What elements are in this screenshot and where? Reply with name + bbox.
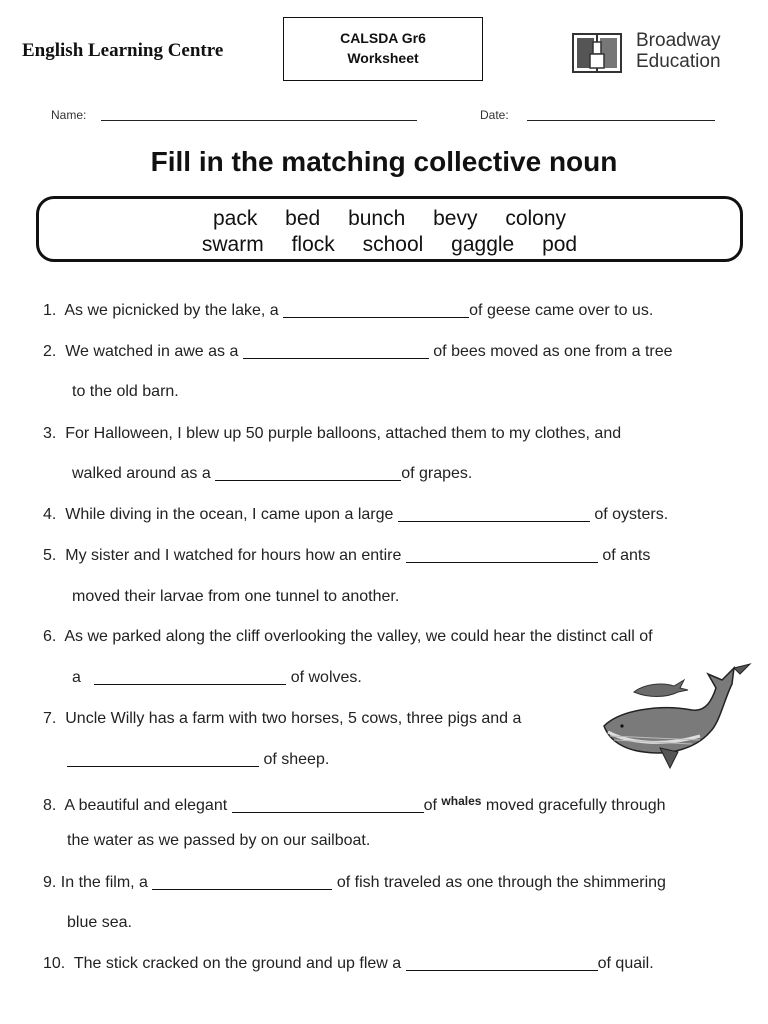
question-3-continued — [72, 464, 472, 484]
question-number: 3. — [43, 425, 57, 442]
question-8 — [43, 791, 666, 816]
answer-blank-6[interactable] — [94, 670, 286, 685]
answer-blank-8[interactable] — [232, 798, 424, 813]
question-text: of grapes. — [401, 465, 473, 482]
centre-name: English Learning Centre — [22, 40, 224, 61]
question-number: 7. — [43, 710, 57, 727]
question-text: Uncle Willy has a farm with two horses, 5 cows, three pigs and a — [65, 710, 522, 727]
answer-blank-5[interactable] — [406, 548, 598, 563]
question-text: of — [423, 797, 437, 814]
question-number: 5. — [43, 547, 57, 564]
question-number: 8. — [43, 797, 57, 814]
question-text: of fish traveled as one through the shimmering — [336, 874, 666, 891]
word-bank-row-1 — [39, 207, 740, 231]
book-icon — [571, 30, 623, 76]
question-number: 10. — [43, 955, 66, 972]
question-text: of oysters. — [594, 506, 669, 523]
date-field[interactable] — [527, 120, 715, 121]
answer-blank-9[interactable] — [152, 875, 332, 890]
question-text: In the film, a — [60, 874, 148, 891]
answer-blank-1[interactable] — [283, 303, 469, 318]
answer-blank-3[interactable] — [215, 466, 401, 481]
question-6-continued — [72, 668, 362, 688]
question-6 — [43, 627, 653, 647]
question-2-continued: to the old barn. — [72, 383, 179, 400]
question-3 — [43, 424, 621, 444]
question-number: 4. — [43, 506, 57, 523]
word-bank-item: pack — [212, 207, 258, 230]
question-number: 6. — [43, 628, 57, 645]
question-9 — [43, 873, 666, 893]
word-bank-item: bevy — [433, 207, 478, 230]
question-text: As we picnicked by the lake, a — [64, 302, 279, 319]
question-7-continued — [67, 750, 329, 770]
question-7 — [43, 709, 521, 729]
word-bank-item: swarm — [201, 233, 264, 256]
word-bank-item: bunch — [348, 207, 406, 230]
question-text: walked around as a — [72, 465, 211, 482]
question-9-continued: blue sea. — [67, 914, 132, 931]
question-10 — [43, 954, 654, 974]
word-bank-item: pod — [542, 233, 578, 256]
question-text: of bees moved as one from a tree — [433, 343, 673, 360]
question-text: We watched in awe as a — [65, 343, 239, 360]
question-text: For Halloween, I blew up 50 purple balloons, attached them to my clothes, and — [65, 425, 622, 442]
question-5-continued: moved their larvae from one tunnel to another. — [72, 588, 400, 605]
question-text: As we parked along the cliff overlooking the valley, we could hear the distinct call of — [64, 628, 653, 645]
question-1 — [43, 301, 653, 321]
word-bank-item: school — [362, 233, 424, 256]
question-text: of quail. — [597, 955, 654, 972]
word-bank-item: gaggle — [451, 233, 515, 256]
question-text: of wolves. — [290, 669, 362, 686]
worksheet-title-line1: CALSDA Gr6 — [340, 30, 426, 46]
answer-blank-2[interactable] — [243, 344, 429, 359]
question-text: A beautiful and elegant — [64, 797, 228, 814]
question-text: My sister and I watched for hours how an entire — [65, 547, 402, 564]
whale-illustration — [600, 660, 760, 772]
question-text: While diving in the ocean, I came upon a large — [65, 506, 394, 523]
page-title: Fill in the matching collective noun — [150, 146, 618, 177]
date-label: Date: — [480, 108, 509, 122]
brand-logo — [571, 28, 741, 76]
question-text: The stick cracked on the ground and up flew a — [73, 955, 402, 972]
name-field[interactable] — [101, 120, 417, 121]
question-4 — [43, 505, 668, 525]
name-label: Name: — [51, 108, 87, 122]
question-text: of sheep. — [263, 751, 330, 768]
answer-blank-10[interactable] — [406, 956, 598, 971]
question-number: 2. — [43, 343, 57, 360]
worksheet-title-line2: Worksheet — [347, 50, 419, 66]
handwritten-answer: whales — [441, 794, 482, 808]
question-text: moved gracefully through — [485, 797, 666, 814]
question-text: of geese came over to us. — [469, 302, 654, 319]
word-bank-row-2 — [39, 233, 740, 257]
word-bank — [36, 196, 743, 262]
brand-name-line2: Education — [636, 51, 721, 72]
answer-blank-7[interactable] — [67, 752, 259, 767]
question-8-continued: the water as we passed by on our sailboat. — [67, 832, 371, 849]
question-5 — [43, 546, 650, 566]
word-bank-item: flock — [291, 233, 335, 256]
question-2 — [43, 342, 673, 362]
worksheet-title-box — [283, 17, 483, 81]
question-text: of ants — [602, 547, 651, 564]
brand-name-line1: Broadway — [636, 30, 721, 51]
answer-blank-4[interactable] — [398, 507, 590, 522]
question-number: 9. — [43, 874, 57, 891]
question-text: a — [72, 669, 81, 686]
word-bank-item: colony — [505, 207, 567, 230]
word-bank-item: bed — [285, 207, 321, 230]
question-number: 1. — [43, 302, 57, 319]
